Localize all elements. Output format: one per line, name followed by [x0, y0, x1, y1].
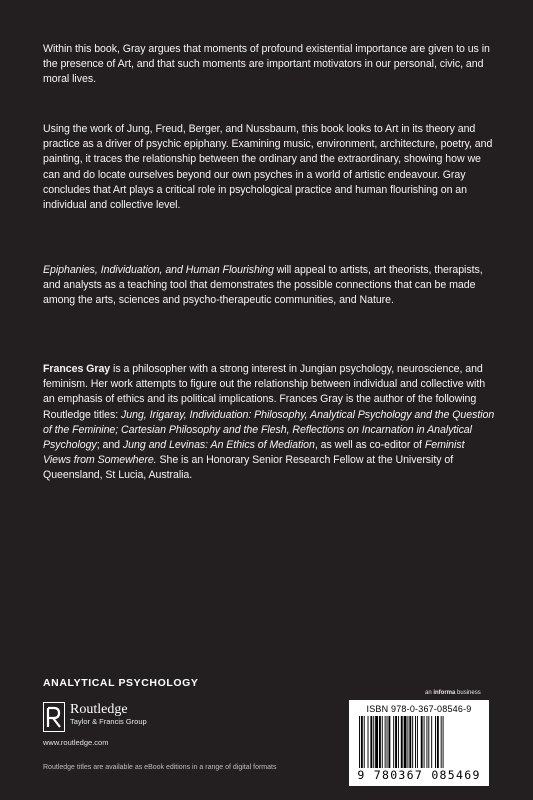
- barcode-bars: [359, 716, 481, 768]
- publisher-name: Routledge: [70, 702, 128, 717]
- publisher-group: Taylor & Francis Group: [70, 717, 147, 726]
- barcode-bar: [373, 716, 374, 768]
- barcode-bar: [393, 716, 394, 768]
- author-bio-text-2: ; and: [96, 439, 123, 452]
- author-bio-text-4: She is an Honorary Senior Research Fellow at the University of Queensland, St Lucia, Australia.: [43, 454, 454, 482]
- barcode-bar: [359, 716, 360, 768]
- barcode-bar: [382, 716, 383, 768]
- book-title: Epiphanies, Individuation, and Human Flourishing: [43, 264, 274, 276]
- barcode-bar: [409, 716, 411, 768]
- isbn-barcode: [349, 700, 489, 786]
- ebook-note: Routledge titles are available as eBook editions in a range of digital formats: [43, 764, 277, 771]
- barcode-bar: [370, 716, 372, 768]
- barcode-bar: [417, 716, 418, 768]
- barcode-bar: [387, 716, 388, 768]
- blurb-paragraph-1: Within this book, Gray argues that moments of profound existential importance are given to us in the presence of Art, and that such moments are important motivators in our personal, civic, and moral lives.: [43, 43, 490, 86]
- author-book-3: Feminist Views from Somewhere.: [43, 439, 465, 467]
- publisher-website: www.routledge.com: [43, 738, 109, 747]
- barcode-bar: [398, 716, 399, 768]
- barcode-bar: [443, 716, 444, 768]
- author-bio-text-3: , as well as co-editor of: [314, 439, 425, 452]
- informa-prefix: an: [425, 690, 434, 696]
- barcode-bar: [435, 716, 436, 768]
- author-bio: [43, 362, 495, 484]
- publisher-logo: [43, 702, 147, 732]
- author-book-1: Jung, Irigaray, Individuation: Philosophy, Analytical Psychology and the Question of the Feminine; Cartesian Philosophy and the Flesh, Reflections on Incarnation in Analytical Psychology: [43, 408, 495, 452]
- barcode-bar: [404, 716, 407, 768]
- barcode-bar: [368, 716, 369, 768]
- barcode-bar: [364, 716, 365, 768]
- informa-brand: informa: [433, 690, 456, 696]
- author-name: Frances Gray: [43, 363, 111, 375]
- routledge-logo-icon: [43, 702, 65, 732]
- barcode-bar: [375, 716, 378, 768]
- barcode-bar: [412, 716, 413, 768]
- barcode-bar: [421, 716, 423, 768]
- barcode-bar: [385, 716, 386, 768]
- isbn-label: ISBN 978-0-367-08546-9: [366, 704, 472, 714]
- barcode-bar: [361, 716, 363, 768]
- ean-digits: 9 780367 085469: [357, 768, 481, 782]
- blurb-paragraph-3: [43, 263, 495, 309]
- author-bio-text-1: is a philosopher with a strong interest in Jungian psychology, neuroscience, and feminism. Her work attempts to figure out the relationship between individual and collective with an emphasis of ethics and its political implications. Frances Gray is the author of the following Routledge titles:: [43, 363, 486, 421]
- barcode-bar: [441, 716, 442, 768]
- barcode-bar: [431, 716, 432, 768]
- barcode-bar: [407, 716, 408, 768]
- barcode-bar: [395, 716, 397, 768]
- category-label: ANALYTICAL PSYCHOLOGY: [43, 677, 199, 689]
- barcode-bar: [428, 716, 429, 768]
- barcode-bar: [401, 716, 403, 768]
- blurb-paragraph-2: Using the work of Jung, Freud, Berger, and Nussbaum, this book looks to Art in its theory and practice as a driver of psychic epiphany. Examining music, environment, architecture, poetry, and painting, it traces the relationship between the ordinary and the extraordinary, showing how we can and do locate ourselves beyond our own psyches in a world of artistic endeavour. Gray concludes that Art plays a critical role in psychological practice and human flourishing on an individual and collective level.: [43, 123, 493, 212]
- barcode-bar: [437, 716, 439, 768]
- author-book-2: Jung and Levinas: An Ethics of Mediation: [122, 439, 315, 452]
- blurb-paragraph-3-text: will appeal to artists, art theorists, therapists, and analysts as a teaching tool that demonstrates the possible connections that can be made among the arts, sciences and psycho-therapeutic communities, and Nature.: [43, 264, 483, 307]
- informa-suffix: business: [455, 690, 481, 696]
- informa-tagline: [425, 690, 481, 696]
- barcode-bar: [426, 716, 427, 768]
- barcode-bar: [424, 716, 425, 768]
- barcode-bar: [415, 716, 416, 768]
- barcode-bar: [388, 716, 390, 768]
- barcode-bar: [379, 716, 381, 768]
